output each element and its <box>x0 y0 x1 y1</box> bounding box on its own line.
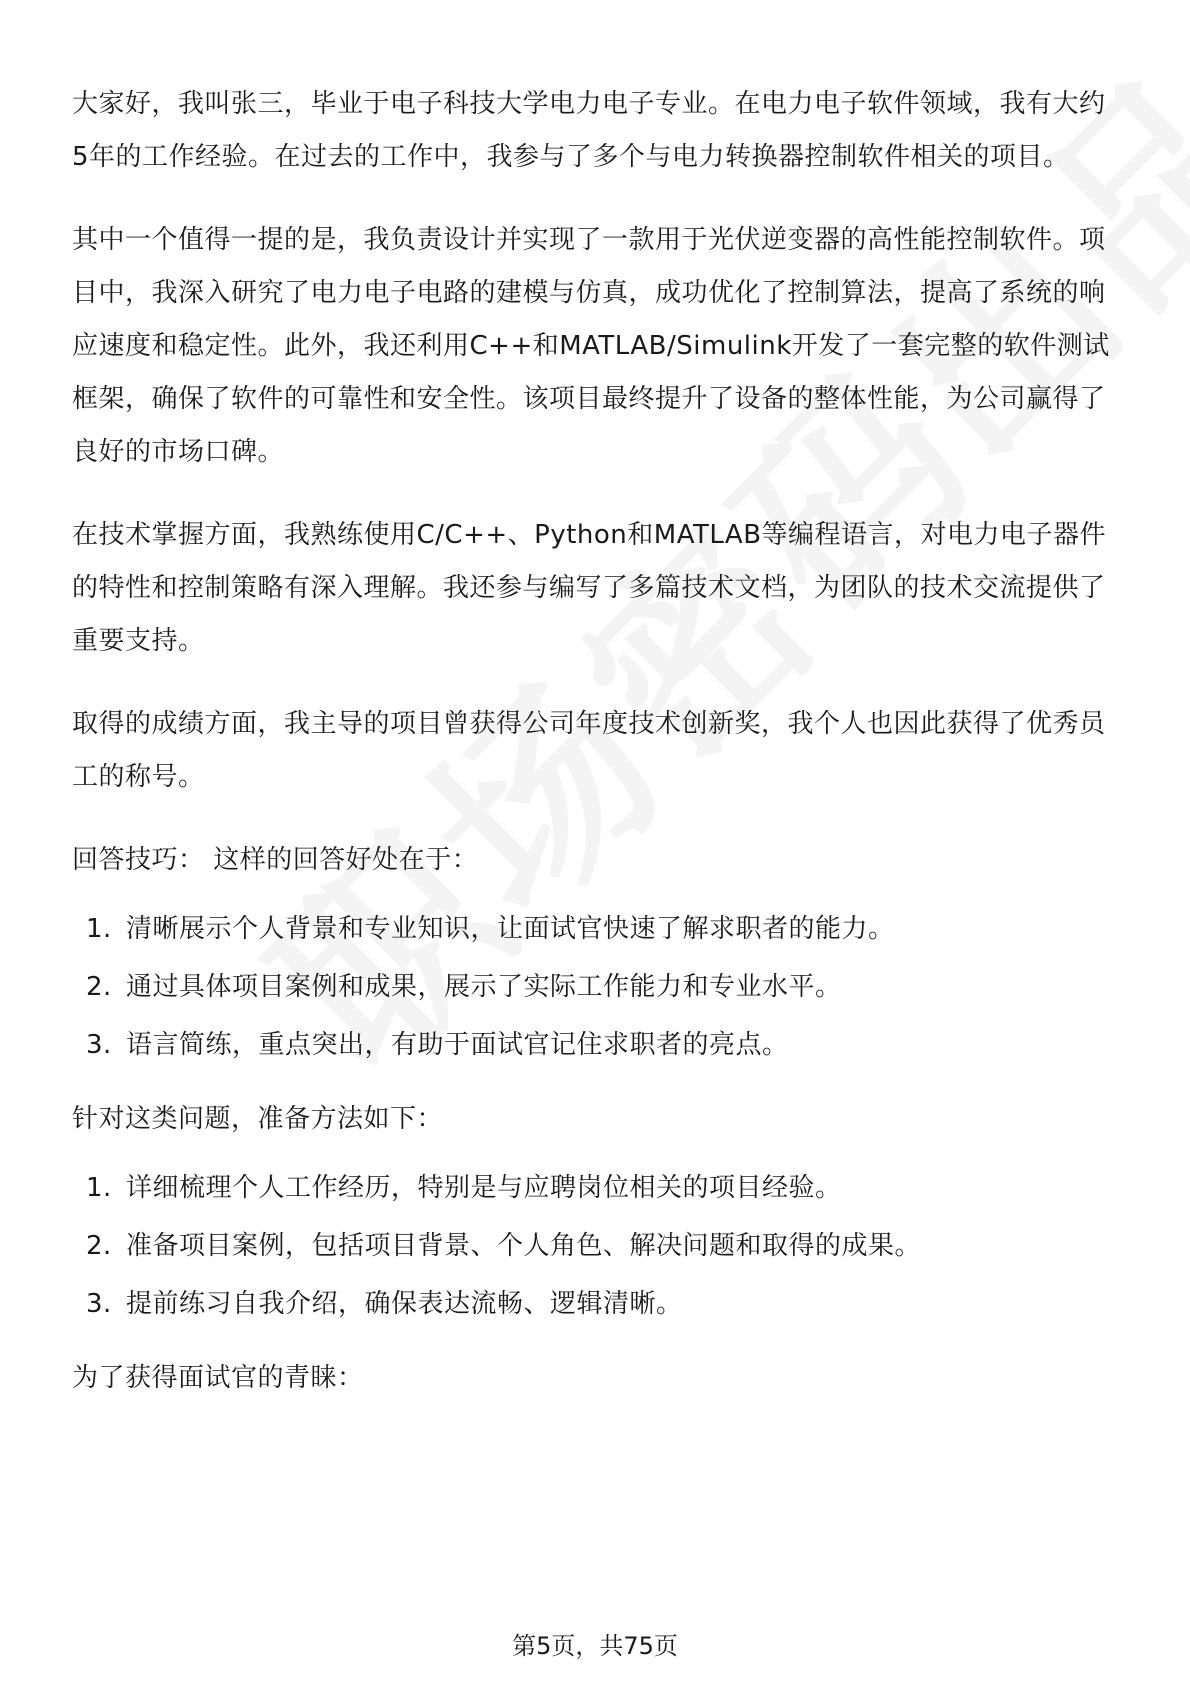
list-item-text: 详细梳理个人工作经历，特别是与应聘岗位相关的项目经验。 <box>126 1173 842 1203</box>
list-item <box>72 1025 1122 1065</box>
prep-heading: 针对这类问题，准备方法如下： <box>72 1104 444 1134</box>
paragraph-skills: 在技术掌握方面，我熟练使用C/C++、Python和MATLAB等编程语言，对电力电子器件的特性和控制策略有深入理解。我还参与编写了多篇技术文档，为团队的技术交流提供了重要支持。 <box>72 520 1107 656</box>
list-item <box>72 967 1122 1007</box>
list-item <box>72 1226 1122 1266</box>
list-number: 3. <box>86 1289 112 1319</box>
list-item <box>72 1284 1122 1324</box>
paragraph-achievements: 取得的成绩方面，我主导的项目曾获得公司年度技术创新奖，我个人也因此获得了优秀员工的称号。 <box>72 709 1106 792</box>
list-number: 3. <box>86 1030 112 1060</box>
list-item <box>72 1168 1122 1208</box>
list-item-text: 提前练习自我介绍，确保表达流畅、逻辑清晰。 <box>126 1289 683 1319</box>
closing-heading: 为了获得面试官的青睐： <box>72 1363 364 1393</box>
prep-list <box>72 1168 1122 1324</box>
list-item-text: 语言简练，重点突出，有助于面试官记住求职者的亮点。 <box>126 1030 789 1060</box>
paragraph-intro: 大家好，我叫张三，毕业于电子科技大学电力电子专业。在电力电子软件领域，我有大约5年的工作经验。在过去的工作中，我参与了多个与电力转换器控制软件相关的项目。 <box>72 89 1106 172</box>
list-item-text: 准备项目案例，包括项目背景、个人角色、解决问题和取得的成果。 <box>126 1231 922 1261</box>
document-body <box>72 78 1122 1427</box>
tips-heading: 回答技巧： 这样的回答好处在于： <box>72 845 479 875</box>
list-number: 2. <box>86 1231 112 1261</box>
page-number-footer: 第5页，共75页 <box>512 1632 678 1660</box>
list-item-text: 通过具体项目案例和成果，展示了实际工作能力和专业水平。 <box>126 972 842 1002</box>
list-number: 2. <box>86 972 112 1002</box>
list-item-text: 清晰展示个人背景和专业知识，让面试官快速了解求职者的能力。 <box>126 914 895 944</box>
tips-list <box>72 909 1122 1065</box>
list-number: 1. <box>86 1173 112 1203</box>
list-item <box>72 909 1122 949</box>
paragraph-project: 其中一个值得一提的是，我负责设计并实现了一款用于光伏逆变器的高性能控制软件。项目中，我深入研究了电力电子电路的建模与仿真，成功优化了控制算法，提高了系统的响应速度和稳定性。此外，我还利用C++和MATLAB/Simulink开发了一套完整的软件测试框架，确保了软件的可靠性和安全性。该项目最终提升了设备的整体性能，为公司赢得了良好的市场口碑。 <box>72 225 1110 467</box>
list-number: 1. <box>86 914 112 944</box>
